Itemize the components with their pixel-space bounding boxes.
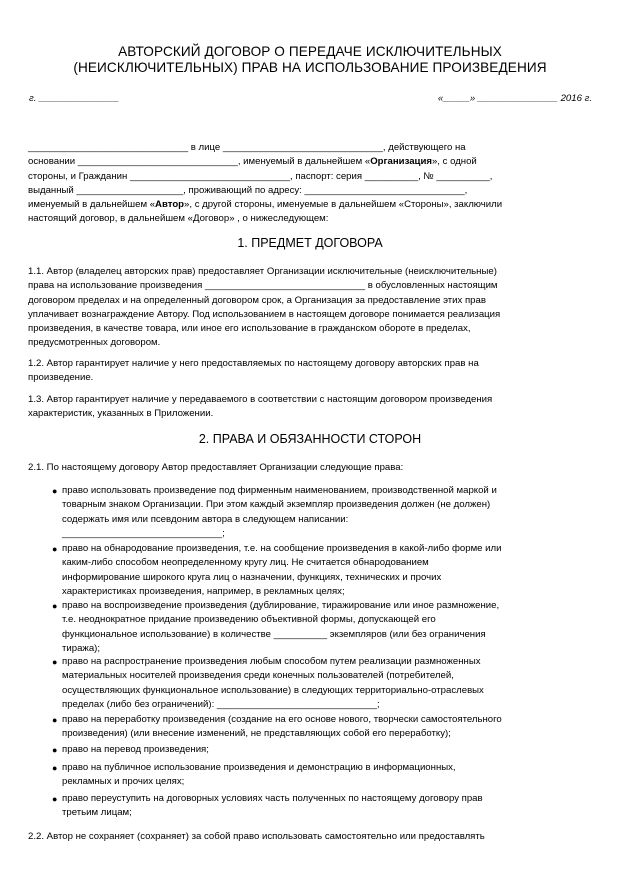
preamble-line: выданный ____________________, проживающий по адресу: ______________________________, [28, 184, 468, 196]
preamble-line: основании ______________________________, именуемый в дальнейшем «Организация», с одной [28, 156, 477, 168]
preamble-line: именуемый в дальнейшем «Автор», с другой стороны, именуемые в дальнейшем «Стороны», заключили [28, 199, 503, 211]
clause-1-1: 1.1. Автор (владелец авторских прав) предоставляет Организации исключительные (неисключительные) права на использование произведения ______________________________ в обусловленных настоящим договором пределах и на определенный договором срок, а Организация за предоставление этих прав уплачивает вознаграждение Автору. Под использованием в настоящем договоре понимается реализация произведения, в качестве товара, или иное его использование в гражданском обороте в пределах, предусмотренных договором. [28, 266, 501, 349]
rights-list-item: ● право на воспроизведение произведения (дублирование, тиражирование или иное размножение, т.е. неоднократное придание произведению объективной формы, допускающей его функциональное использование) в количестве __________ экземпляров (или без ограничения тиража); [52, 600, 500, 654]
rights-list-item: ● право на обнародование произведения, т.е. на сообщение произведения в какой-либо форме или каким-либо способом неопределенному кругу лиц. Не считается обнародованием информирование широкого круга лиц о назначении, функциях, технических и прочих характеристиках произведения, например, в рекламных целях; [52, 543, 502, 597]
document-title [20, 44, 600, 76]
bullet-icon: ● [52, 745, 58, 755]
preamble-line: настоящий договор, в дальнейшем «Договор» , о нижеследующем: [28, 213, 329, 225]
party-organization: Организация [370, 156, 432, 168]
bullet-icon: ● [52, 486, 58, 496]
date-field: «_____» _______________ 2016 г. [437, 93, 592, 104]
rights-list-item: ● право на перевод произведения; [62, 743, 592, 757]
bullet-icon: ● [52, 601, 58, 611]
bullet-icon: ● [52, 763, 58, 773]
section-1-heading: 1. ПРЕДМЕТ ДОГОВОРА [237, 236, 383, 250]
section-2-heading: 2. ПРАВА И ОБЯЗАННОСТИ СТОРОН [198, 432, 422, 446]
clause-2-1: 2.1. По настоящему договору Автор предоставляет Организации следующие права: [28, 462, 404, 473]
rights-list-item: ● право переуступить на договорных условиях часть полученных по настоящему договору прав третьим лицам; [52, 793, 483, 819]
rights-list-item: ● право на публичное использование произведения и демонстрацию в информационных, рекламных и прочих целях; [52, 762, 456, 788]
bullet-icon: ● [52, 657, 58, 667]
clause-1-3: 1.3. Автор гарантирует наличие у передаваемого в соответствии с настоящим договором произведения характеристик, указанных в Приложении. [28, 394, 493, 420]
bullet-icon: ● [52, 794, 58, 804]
preamble-line: ______________________________ в лице ______________________________, действующего на [28, 142, 466, 153]
rights-list-item: ● право использовать произведение под фирменным наименованием, производственной маркой и товарным знаком Организации. При этом каждый экземпляр произведения должен (не должен) содержать имя или псевдоним автора в следующем написании: ______________________________; [52, 485, 497, 539]
preamble [28, 141, 594, 227]
party-author: Автор [155, 199, 185, 211]
title-line-1: АВТОРСКИЙ ДОГОВОР О ПЕРЕДАЧЕ ИСКЛЮЧИТЕЛЬНЫХ [118, 44, 502, 59]
bullet-icon: ● [52, 715, 58, 725]
rights-list-item: ● право на распространение произведения любым способом путем реализации размноженных материальных носителей произведения среди конечных пользователей (потребителей, осуществляющих функциональное использование) в следующих территориально-отраслевых пределах (либо без ограничений): ______________________________; [52, 656, 484, 710]
title-line-2: (НЕИСКЛЮЧИТЕЛЬНЫХ) ПРАВ НА ИСПОЛЬЗОВАНИЕ ПРОИЗВЕДЕНИЯ [73, 60, 547, 75]
clause-1-2: 1.2. Автор гарантирует наличие у него предоставляемых по настоящему договору авторских прав на произведение. [28, 358, 479, 384]
city-field: г. _______________ [29, 93, 120, 104]
clause-2-2: 2.2. Автор не сохраняет (сохраняет) за собой право использовать самостоятельно или предоставлять [28, 831, 485, 842]
place-date-line [29, 93, 592, 107]
rights-list-item: ● право на переработку произведения (создание на его основе нового, творчески самостоятельного произведения) (или внесение изменений, не представляющих собой его переработку); [52, 714, 502, 740]
bullet-icon: ● [52, 544, 58, 554]
preamble-line: стороны, и Гражданин ______________________________, паспорт: серия __________, № __________, [28, 170, 493, 182]
